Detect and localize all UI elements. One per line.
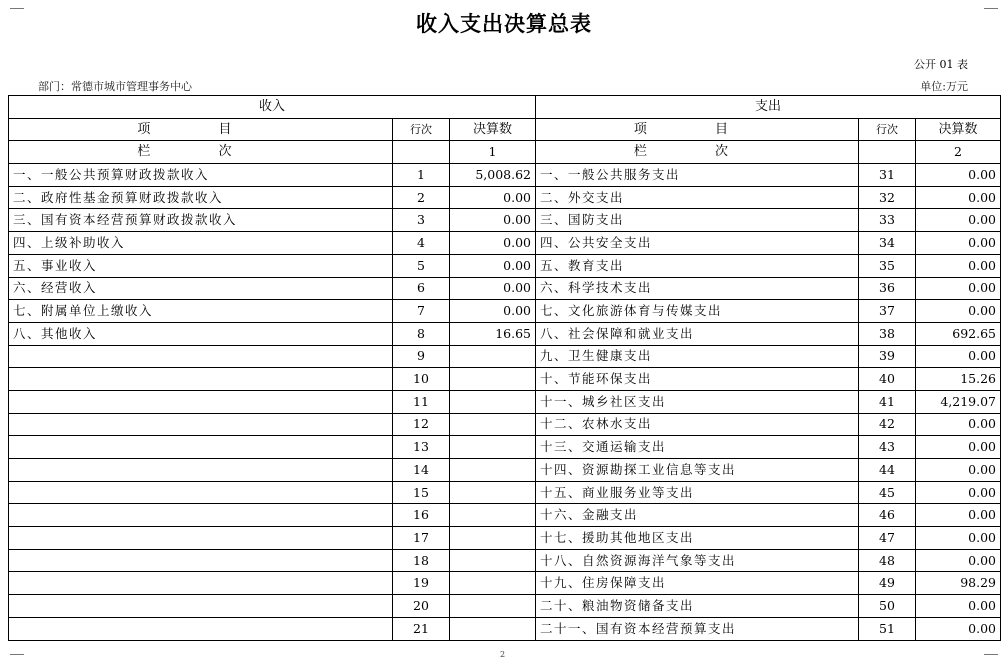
income-line-no-cell: 10 bbox=[393, 368, 450, 391]
expense-line-no-cell: 46 bbox=[859, 504, 916, 527]
table-row bbox=[9, 459, 1001, 482]
expense-column-number: 2 bbox=[916, 141, 1001, 164]
table-row bbox=[9, 232, 1001, 255]
income-line-no-cell: 12 bbox=[393, 413, 450, 436]
expense-line-no-cell: 31 bbox=[859, 164, 916, 187]
table-row bbox=[9, 368, 1001, 391]
income-line-no-cell: 18 bbox=[393, 549, 450, 572]
expense-line-no-cell: 44 bbox=[859, 459, 916, 482]
expense-line-no-cell: 41 bbox=[859, 390, 916, 413]
expense-line-no-cell: 43 bbox=[859, 436, 916, 459]
income-column-number: 1 bbox=[450, 141, 536, 164]
income-item-header: 项 目 bbox=[9, 118, 393, 141]
income-amount-cell bbox=[450, 549, 536, 572]
income-amount-cell: 0.00 bbox=[450, 254, 536, 277]
expense-line-no-cell: 45 bbox=[859, 481, 916, 504]
expense-item-cell: 十九、住房保障支出 bbox=[536, 572, 859, 595]
income-line-no-cell: 4 bbox=[393, 232, 450, 255]
income-line-no-cell: 11 bbox=[393, 390, 450, 413]
table-row bbox=[9, 254, 1001, 277]
income-line-no-cell: 15 bbox=[393, 481, 450, 504]
expense-amount-cell: 0.00 bbox=[916, 345, 1001, 368]
income-line-no-header: 行次 bbox=[393, 118, 450, 141]
table-row bbox=[9, 595, 1001, 618]
expense-line-no-blank bbox=[859, 141, 916, 164]
expense-amount-cell: 0.00 bbox=[916, 164, 1001, 187]
expense-item-cell: 六、科学技术支出 bbox=[536, 277, 859, 300]
expense-item-cell: 四、公共安全支出 bbox=[536, 232, 859, 255]
expense-item-cell: 五、教育支出 bbox=[536, 254, 859, 277]
income-line-no-cell: 3 bbox=[393, 209, 450, 232]
expense-line-no-cell: 34 bbox=[859, 232, 916, 255]
income-line-no-cell: 19 bbox=[393, 572, 450, 595]
income-line-no-cell: 20 bbox=[393, 595, 450, 618]
income-line-no-cell: 14 bbox=[393, 459, 450, 482]
expense-amount-cell: 692.65 bbox=[916, 322, 1001, 345]
expense-item-cell: 十五、商业服务业等支出 bbox=[536, 481, 859, 504]
table-row bbox=[9, 300, 1001, 323]
expense-line-no-cell: 47 bbox=[859, 527, 916, 550]
table-row bbox=[9, 277, 1001, 300]
form-number: 公开 01 表 bbox=[914, 58, 968, 71]
expense-item-cell: 十一、城乡社区支出 bbox=[536, 390, 859, 413]
expense-item-cell: 三、国防支出 bbox=[536, 209, 859, 232]
expense-amount-cell: 0.00 bbox=[916, 617, 1001, 640]
income-item-cell bbox=[9, 595, 393, 618]
expense-amount-cell: 0.00 bbox=[916, 436, 1001, 459]
income-amount-cell: 5,008.62 bbox=[450, 164, 536, 187]
expense-line-no-cell: 36 bbox=[859, 277, 916, 300]
income-line-no-cell: 1 bbox=[393, 164, 450, 187]
table-row bbox=[9, 436, 1001, 459]
income-amount-cell bbox=[450, 527, 536, 550]
income-amount-cell: 0.00 bbox=[450, 300, 536, 323]
table-row bbox=[9, 345, 1001, 368]
income-line-no-cell: 8 bbox=[393, 322, 450, 345]
income-item-cell bbox=[9, 345, 393, 368]
income-item-cell bbox=[9, 549, 393, 572]
income-item-cell bbox=[9, 617, 393, 640]
income-item-cell bbox=[9, 436, 393, 459]
table-row bbox=[9, 549, 1001, 572]
expense-line-no-cell: 37 bbox=[859, 300, 916, 323]
income-amount-cell bbox=[450, 572, 536, 595]
table-row bbox=[9, 504, 1001, 527]
expense-item-cell: 十三、交通运输支出 bbox=[536, 436, 859, 459]
income-amount-cell bbox=[450, 345, 536, 368]
income-item-cell bbox=[9, 459, 393, 482]
expense-column-label: 栏 次 bbox=[536, 141, 859, 164]
income-line-no-cell: 13 bbox=[393, 436, 450, 459]
income-item-cell: 二、政府性基金预算财政拨款收入 bbox=[9, 186, 393, 209]
income-amount-cell bbox=[450, 413, 536, 436]
income-item-cell bbox=[9, 390, 393, 413]
table-row bbox=[9, 390, 1001, 413]
expense-amount-cell: 0.00 bbox=[916, 186, 1001, 209]
income-line-no-cell: 21 bbox=[393, 617, 450, 640]
income-amount-header: 决算数 bbox=[450, 118, 536, 141]
income-item-cell bbox=[9, 527, 393, 550]
income-amount-cell bbox=[450, 368, 536, 391]
income-amount-cell: 0.00 bbox=[450, 186, 536, 209]
expense-item-cell: 十四、资源勘探工业信息等支出 bbox=[536, 459, 859, 482]
income-amount-cell bbox=[450, 459, 536, 482]
expense-amount-cell: 98.29 bbox=[916, 572, 1001, 595]
income-line-no-cell: 9 bbox=[393, 345, 450, 368]
income-amount-cell: 0.00 bbox=[450, 209, 536, 232]
income-amount-cell bbox=[450, 504, 536, 527]
expense-item-cell: 十二、农林水支出 bbox=[536, 413, 859, 436]
expense-item-cell: 二十、粮油物资储备支出 bbox=[536, 595, 859, 618]
income-amount-cell: 0.00 bbox=[450, 232, 536, 255]
expense-item-cell: 一、一般公共服务支出 bbox=[536, 164, 859, 187]
expense-item-cell: 十六、金融支出 bbox=[536, 504, 859, 527]
income-line-no-cell: 6 bbox=[393, 277, 450, 300]
expense-line-no-cell: 33 bbox=[859, 209, 916, 232]
table-row bbox=[9, 209, 1001, 232]
expense-amount-header: 决算数 bbox=[916, 118, 1001, 141]
income-item-cell bbox=[9, 504, 393, 527]
income-amount-cell: 16.65 bbox=[450, 322, 536, 345]
corner-mark-bottom-left bbox=[10, 654, 24, 655]
income-line-no-cell: 2 bbox=[393, 186, 450, 209]
expense-line-no-cell: 32 bbox=[859, 186, 916, 209]
expense-amount-cell: 4,219.07 bbox=[916, 390, 1001, 413]
expense-amount-cell: 0.00 bbox=[916, 254, 1001, 277]
expense-line-no-cell: 48 bbox=[859, 549, 916, 572]
income-amount-cell bbox=[450, 390, 536, 413]
income-expense-table bbox=[8, 95, 1001, 641]
expense-item-cell: 八、社会保障和就业支出 bbox=[536, 322, 859, 345]
column-header-row bbox=[9, 118, 1001, 141]
expense-line-no-cell: 49 bbox=[859, 572, 916, 595]
corner-mark-bottom-right bbox=[984, 654, 998, 655]
income-amount-cell: 0.00 bbox=[450, 277, 536, 300]
income-line-no-cell: 7 bbox=[393, 300, 450, 323]
income-amount-cell bbox=[450, 595, 536, 618]
table-row bbox=[9, 322, 1001, 345]
expense-line-no-cell: 35 bbox=[859, 254, 916, 277]
expense-amount-cell: 0.00 bbox=[916, 549, 1001, 572]
income-section-header: 收入 bbox=[9, 96, 536, 119]
expense-amount-cell: 0.00 bbox=[916, 277, 1001, 300]
expense-amount-cell: 0.00 bbox=[916, 459, 1001, 482]
expense-section-header: 支出 bbox=[536, 96, 1001, 119]
expense-amount-cell: 15.26 bbox=[916, 368, 1001, 391]
page-title: 收入支出决算总表 bbox=[416, 12, 592, 36]
expense-amount-cell: 0.00 bbox=[916, 595, 1001, 618]
income-amount-cell bbox=[450, 617, 536, 640]
table-row bbox=[9, 572, 1001, 595]
income-line-no-blank bbox=[393, 141, 450, 164]
income-item-cell bbox=[9, 413, 393, 436]
income-item-cell: 一、一般公共预算财政拨款收入 bbox=[9, 164, 393, 187]
income-item-cell bbox=[9, 368, 393, 391]
table-row bbox=[9, 413, 1001, 436]
income-item-cell: 五、事业收入 bbox=[9, 254, 393, 277]
department-label: 部门：常德市城市管理事务中心 bbox=[38, 80, 192, 93]
expense-item-cell: 十八、自然资源海洋气象等支出 bbox=[536, 549, 859, 572]
table-row bbox=[9, 186, 1001, 209]
expense-amount-cell: 0.00 bbox=[916, 300, 1001, 323]
page-number: 2 bbox=[500, 650, 506, 659]
expense-item-cell: 二十一、国有资本经营预算支出 bbox=[536, 617, 859, 640]
income-item-cell bbox=[9, 481, 393, 504]
table-row bbox=[9, 527, 1001, 550]
income-line-no-cell: 17 bbox=[393, 527, 450, 550]
expense-amount-cell: 0.00 bbox=[916, 504, 1001, 527]
table-row bbox=[9, 481, 1001, 504]
income-line-no-cell: 5 bbox=[393, 254, 450, 277]
expense-amount-cell: 0.00 bbox=[916, 527, 1001, 550]
expense-item-cell: 二、外交支出 bbox=[536, 186, 859, 209]
expense-line-no-header: 行次 bbox=[859, 118, 916, 141]
unit-label: 单位:万元 bbox=[920, 80, 968, 93]
expense-amount-cell: 0.00 bbox=[916, 232, 1001, 255]
expense-item-cell: 七、文化旅游体育与传媒支出 bbox=[536, 300, 859, 323]
income-item-cell: 三、国有资本经营预算财政拨款收入 bbox=[9, 209, 393, 232]
column-number-row bbox=[9, 141, 1001, 164]
income-item-cell: 八、其他收入 bbox=[9, 322, 393, 345]
expense-item-header: 项 目 bbox=[536, 118, 859, 141]
expense-line-no-cell: 40 bbox=[859, 368, 916, 391]
income-amount-cell bbox=[450, 481, 536, 504]
expense-amount-cell: 0.00 bbox=[916, 413, 1001, 436]
expense-item-cell: 十七、援助其他地区支出 bbox=[536, 527, 859, 550]
section-header-row bbox=[9, 96, 1001, 119]
expense-item-cell: 十、节能环保支出 bbox=[536, 368, 859, 391]
expense-line-no-cell: 42 bbox=[859, 413, 916, 436]
expense-item-cell: 九、卫生健康支出 bbox=[536, 345, 859, 368]
income-item-cell: 七、附属单位上缴收入 bbox=[9, 300, 393, 323]
table-row bbox=[9, 164, 1001, 187]
expense-line-no-cell: 50 bbox=[859, 595, 916, 618]
expense-amount-cell: 0.00 bbox=[916, 481, 1001, 504]
expense-line-no-cell: 39 bbox=[859, 345, 916, 368]
table-row bbox=[9, 617, 1001, 640]
income-item-cell: 六、经营收入 bbox=[9, 277, 393, 300]
expense-line-no-cell: 38 bbox=[859, 322, 916, 345]
income-amount-cell bbox=[450, 436, 536, 459]
expense-amount-cell: 0.00 bbox=[916, 209, 1001, 232]
income-line-no-cell: 16 bbox=[393, 504, 450, 527]
income-item-cell: 四、上级补助收入 bbox=[9, 232, 393, 255]
income-item-cell bbox=[9, 572, 393, 595]
income-column-label: 栏 次 bbox=[9, 141, 393, 164]
expense-line-no-cell: 51 bbox=[859, 617, 916, 640]
